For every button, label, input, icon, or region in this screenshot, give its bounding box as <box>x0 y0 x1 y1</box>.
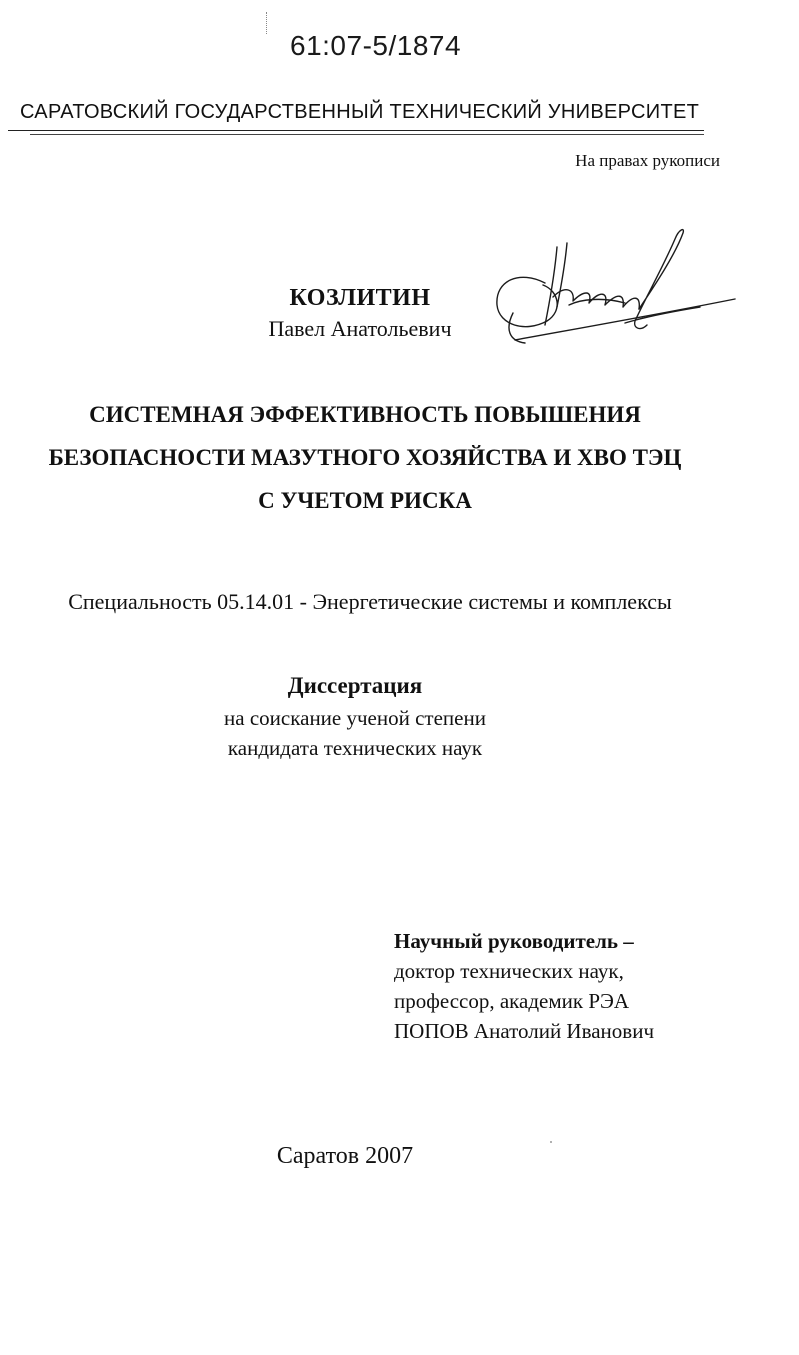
supervisor-name: ПОПОВ Анатолий Иванович <box>394 1019 655 1043</box>
thesis-title <box>20 393 710 522</box>
title-line: СИСТЕМНАЯ ЭФФЕКТИВНОСТЬ ПОВЫШЕНИЯ <box>89 402 641 427</box>
supervisor-line: профессор, академик РЭА <box>394 989 630 1013</box>
header-rule-top <box>8 130 704 131</box>
degree-description <box>150 703 560 763</box>
author-given-names: Павел Анатольевич <box>268 316 452 341</box>
title-line: С УЧЕТОМ РИСКА <box>258 488 472 513</box>
thesis-type: Диссертация <box>287 673 423 698</box>
university-name: САРАТОВСКИЙ ГОСУДАРСТВЕННЫЙ ТЕХНИЧЕСКИЙ УНИВЕРСИТЕТ <box>20 101 700 123</box>
catalog-number: 61:07-5/1874 <box>290 30 462 61</box>
degree-line: на соискание ученой степени <box>224 706 486 730</box>
supervisor-block <box>394 926 754 1046</box>
supervisor-line: доктор технических наук, <box>394 959 624 983</box>
scan-dust <box>550 1141 552 1143</box>
place-year: Саратов 2007 <box>276 1143 414 1169</box>
title-line: БЕЗОПАСНОСТИ МАЗУТНОГО ХОЗЯЙСТВА И ХВО ТЭЦ <box>48 445 682 470</box>
scan-artifact <box>266 12 268 34</box>
specialty: Специальность 05.14.01 - Энергетические системы и комплексы <box>68 589 672 614</box>
author-surname: КОЗЛИТИН <box>289 285 431 311</box>
supervisor-heading: Научный руководитель – <box>394 929 634 953</box>
author-signature <box>485 225 740 355</box>
rights-note: На правах рукописи <box>575 151 720 170</box>
header-rule-bottom <box>30 134 704 135</box>
degree-line: кандидата технических наук <box>227 736 483 760</box>
